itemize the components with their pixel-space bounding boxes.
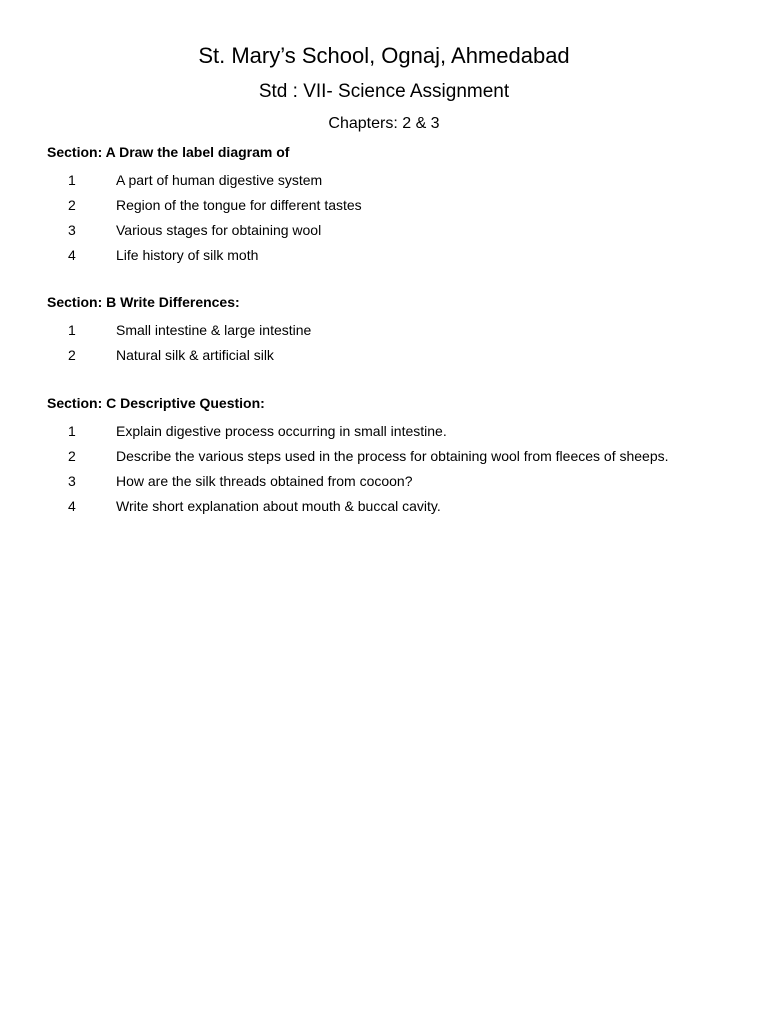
question-text: Various stages for obtaining wool [116,222,322,238]
question-number: 2 [68,448,76,464]
question-item [47,243,727,268]
question-text: Region of the tongue for different tastes [116,197,362,213]
assignment-title: Std : VII- Science Assignment [258,81,510,102]
section-b-heading: Section: B Write Differences: [47,294,240,310]
question-item [47,218,727,243]
question-number: 1 [68,423,76,439]
question-text: Small intestine & large intestine [116,322,312,338]
question-text: How are the silk threads obtained from cocoon? [116,473,413,489]
chapters-subtitle: Chapters: 2 & 3 [328,115,440,132]
question-text: Natural silk & artificial silk [116,347,274,363]
question-text: Write short explanation about mouth & buccal cavity. [116,498,441,514]
question-item [47,318,727,343]
question-number: 1 [68,172,76,188]
question-number: 1 [68,322,76,338]
question-item [47,444,727,469]
question-item [47,168,727,193]
section-b [47,293,727,368]
question-number: 2 [68,347,76,363]
question-number: 3 [68,473,76,489]
section-c-heading: Section: C Descriptive Question: [47,395,265,411]
question-number: 3 [68,222,76,238]
section-a-heading: Section: A Draw the label diagram of [47,144,290,160]
question-item [47,494,727,519]
section-a [47,143,727,268]
section-c [47,394,727,519]
question-item [47,343,727,368]
question-text: Life history of silk moth [116,247,259,263]
school-title: St. Mary’s School, Ognaj, Ahmedabad [198,43,570,68]
question-text: Explain digestive process occurring in small intestine. [116,423,447,439]
question-text: Describe the various steps used in the process for obtaining wool from fleeces of sheeps. [116,448,669,464]
question-item [47,193,727,218]
question-number: 2 [68,197,76,213]
question-item [47,419,727,444]
question-text: A part of human digestive system [116,172,323,188]
question-item [47,469,727,494]
question-number: 4 [68,247,76,263]
question-number: 4 [68,498,76,514]
